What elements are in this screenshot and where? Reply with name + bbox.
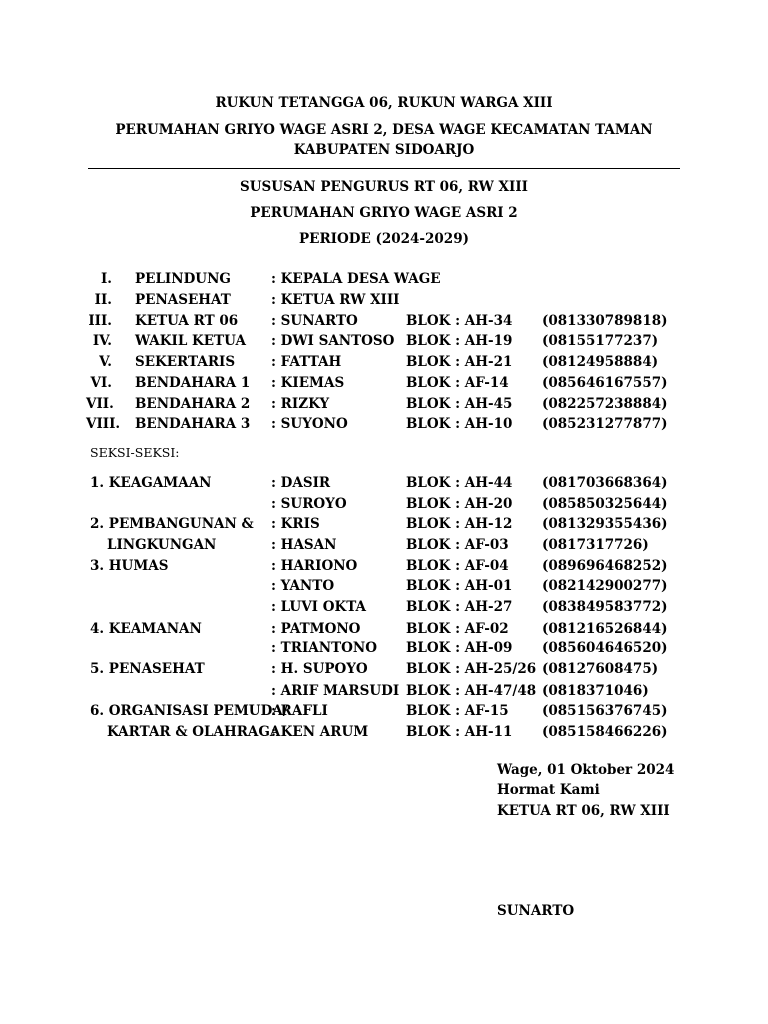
signature-position: KETUA RT 06, RW XIII <box>497 803 670 819</box>
seksi-role: 2. PEMBANGUNAN & <box>90 516 254 532</box>
seksi-role: 3. HUMAS <box>90 558 169 574</box>
officer-role: BENDAHARA 2 <box>135 396 251 412</box>
header-line-3: KABUPATEN SIDOARJO <box>293 142 475 158</box>
seksi-role: 5. PENASEHAT <box>90 661 205 677</box>
seksi-name: : H. SUPOYO <box>271 661 368 677</box>
seksi-blok: BLOK : AH-09 <box>406 640 513 656</box>
seksi-blok: BLOK : AF-02 <box>406 621 509 637</box>
title-line-3: PERIODE (2024-2029) <box>299 231 469 247</box>
officer-number: VI. <box>90 375 112 391</box>
seksi-name: : PATMONO <box>271 621 361 637</box>
seksi-role: 4. KEAMANAN <box>90 621 202 637</box>
seksi-name: : YANTO <box>271 578 335 594</box>
officer-number: III. <box>88 313 112 329</box>
seksi-phone: (085604646520) <box>542 640 668 656</box>
seksi-name: : SUROYO <box>271 496 347 512</box>
officer-name: : FATTAH <box>271 354 342 370</box>
seksi-name: : HASAN <box>271 537 337 553</box>
officer-blok: BLOK : AH-10 <box>406 416 513 432</box>
officer-number: IV. <box>92 333 112 349</box>
seksi-phone: (0818371046) <box>542 683 649 699</box>
officer-number: I. <box>100 271 112 287</box>
signature-greeting: Hormat Kami <box>497 782 600 798</box>
officer-phone: (08124958884) <box>542 354 659 370</box>
officer-name: : RIZKY <box>271 396 330 412</box>
seksi-blok: BLOK : AH-01 <box>406 578 513 594</box>
seksi-role: 6. ORGANISASI PEMUDA/ <box>90 703 288 719</box>
seksi-blok: BLOK : AF-15 <box>406 703 509 719</box>
officer-name: : DWI SANTOSO <box>271 333 395 349</box>
seksi-name: : KEN ARUM <box>271 724 369 740</box>
title-line-1: SUSUSAN PENGURUS RT 06, RW XIII <box>240 179 528 195</box>
seksi-name: : KRIS <box>271 516 320 532</box>
seksi-blok: BLOK : AH-44 <box>406 475 513 491</box>
seksi-heading: SEKSI-SEKSI: <box>90 445 180 460</box>
officer-role: BENDAHARA 1 <box>135 375 251 391</box>
officer-role: WAKIL KETUA <box>135 333 246 349</box>
seksi-name: : DASIR <box>271 475 331 491</box>
officer-blok: BLOK : AH-19 <box>406 333 513 349</box>
seksi-blok: BLOK : AH-11 <box>406 724 513 740</box>
officer-number: VIII. <box>86 416 121 432</box>
officer-name: : KETUA RW XIII <box>271 292 400 308</box>
seksi-name: : HARIONO <box>271 558 358 574</box>
officer-name: : SUYONO <box>271 416 348 432</box>
title-line-2: PERUMAHAN GRIYO WAGE ASRI 2 <box>250 205 518 221</box>
seksi-phone: (0817317726) <box>542 537 649 553</box>
seksi-phone: (08127608475) <box>542 661 659 677</box>
officer-role: BENDAHARA 3 <box>135 416 251 432</box>
seksi-blok: BLOK : AF-03 <box>406 537 509 553</box>
officer-role: PENASEHAT <box>135 292 231 308</box>
officer-blok: BLOK : AH-34 <box>406 313 513 329</box>
officer-number: VII. <box>86 396 114 412</box>
signature-place-date: Wage, 01 Oktober 2024 <box>497 762 675 778</box>
seksi-blok: BLOK : AH-20 <box>406 496 513 512</box>
officer-name: : KEPALA DESA WAGE <box>271 271 441 287</box>
seksi-blok: BLOK : AH-27 <box>406 599 513 615</box>
officer-name: : KIEMAS <box>271 375 345 391</box>
seksi-phone: (081216526844) <box>542 621 668 637</box>
officer-number: V. <box>99 354 112 370</box>
header-line-2: PERUMAHAN GRIYO WAGE ASRI 2, DESA WAGE KECAMATAN TAMAN <box>115 122 653 138</box>
seksi-phone: (085156376745) <box>542 703 668 719</box>
officer-blok: BLOK : AH-21 <box>406 354 513 370</box>
seksi-blok: BLOK : AF-04 <box>406 558 509 574</box>
seksi-phone: (083849583772) <box>542 599 668 615</box>
officer-name: : SUNARTO <box>271 313 358 329</box>
officer-blok: BLOK : AF-14 <box>406 375 509 391</box>
officer-number: II. <box>94 292 112 308</box>
seksi-role: KARTAR & OLAHRAGA <box>107 724 281 740</box>
header-line-1: RUKUN TETANGGA 06, RUKUN WARGA XIII <box>215 95 553 111</box>
seksi-role: LINGKUNGAN <box>107 537 217 553</box>
officer-role: KETUA RT 06 <box>135 313 239 329</box>
officer-phone: (081330789818) <box>542 313 668 329</box>
seksi-name: : ARIF MARSUDI <box>271 683 400 699</box>
seksi-name: : LUVI OKTA <box>271 599 366 615</box>
header-divider <box>88 168 680 169</box>
seksi-phone: (081703668364) <box>542 475 668 491</box>
seksi-phone: (085850325644) <box>542 496 668 512</box>
officer-phone: (082257238884) <box>542 396 668 412</box>
seksi-phone: (081329355436) <box>542 516 668 532</box>
seksi-name: : RAFLI <box>271 703 328 719</box>
seksi-phone: (082142900277) <box>542 578 668 594</box>
officer-phone: (085646167557) <box>542 375 668 391</box>
officer-blok: BLOK : AH-45 <box>406 396 513 412</box>
officer-phone: (08155177237) <box>542 333 659 349</box>
officer-role: PELINDUNG <box>135 271 231 287</box>
seksi-phone: (085158466226) <box>542 724 668 740</box>
officer-role: SEKERTARIS <box>135 354 236 370</box>
seksi-role: 1. KEAGAMAAN <box>90 475 212 491</box>
officer-phone: (085231277877) <box>542 416 668 432</box>
seksi-name: : TRIANTONO <box>271 640 377 656</box>
seksi-blok: BLOK : AH-12 <box>406 516 513 532</box>
seksi-blok: BLOK : AH-47/48 <box>406 683 537 699</box>
seksi-blok: BLOK : AH-25/26 <box>406 661 537 677</box>
signature-name: SUNARTO <box>497 903 575 919</box>
seksi-phone: (089696468252) <box>542 558 668 574</box>
